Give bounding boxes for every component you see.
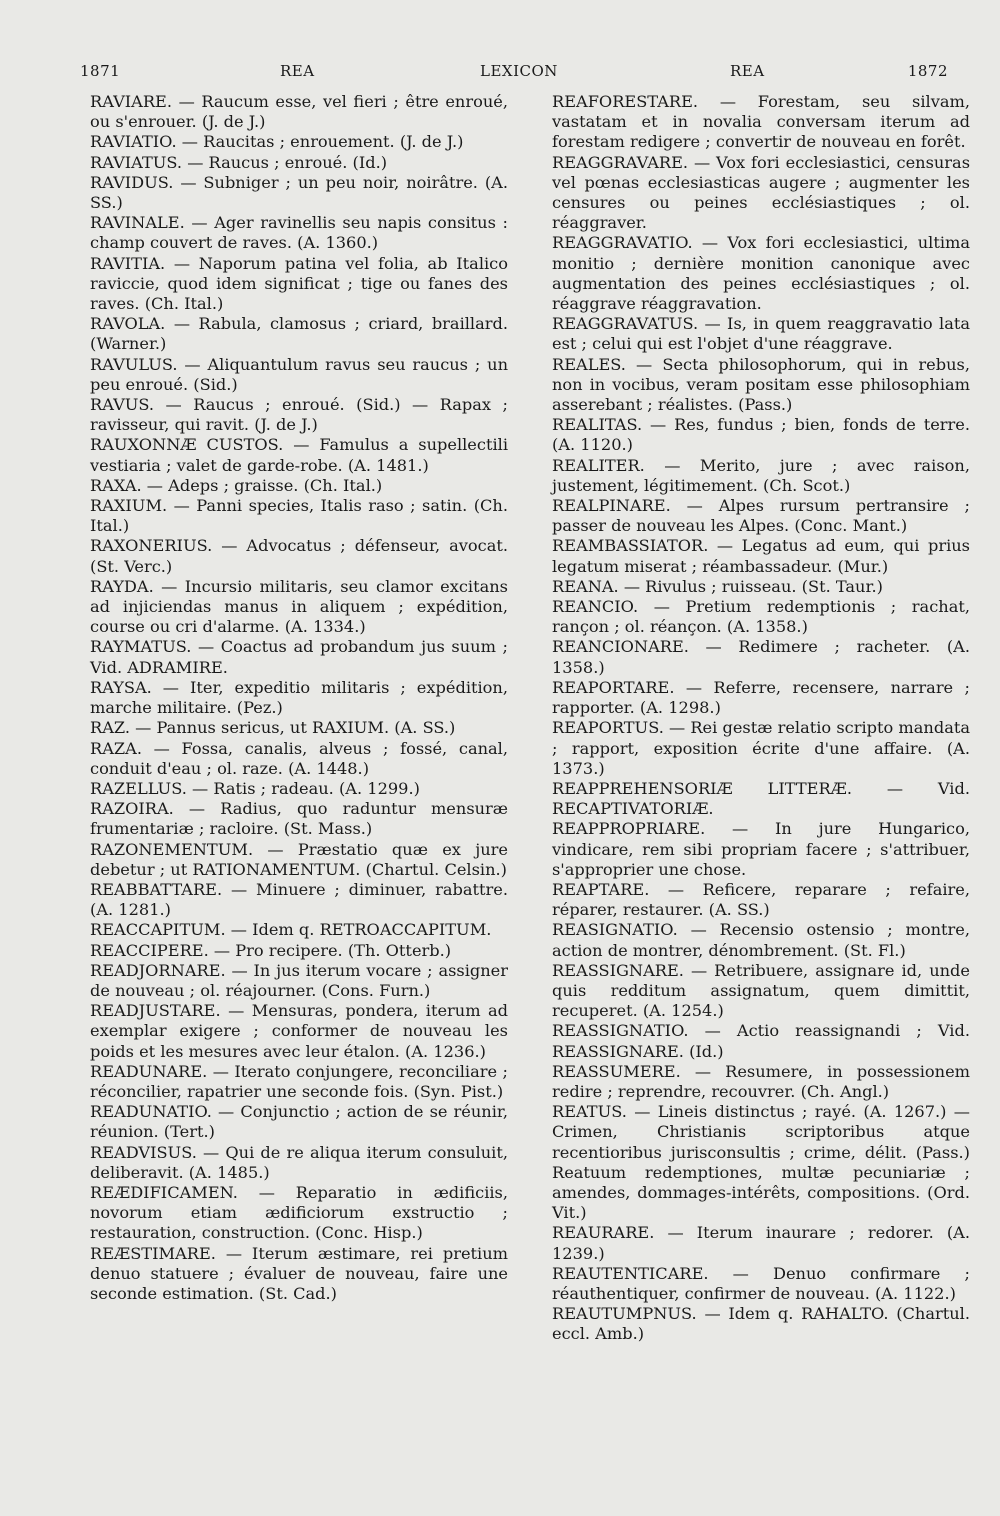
entry: RAYDA. — Incursio militaris, seu clamor excitans ad injiciendas manus in aliquem ; expédition, course ou cri d'alarme. (A. 1334.) [90,576,508,637]
right-running-title: REA [730,62,765,80]
entry: RAZ. — Pannus sericus, ut RAXIUM. (A. SS.) [90,718,456,738]
left-column [90,92,508,1304]
entry: REASSIGNARE. — Retribuere, assignare id, unde quis redditum assignatum, quem dimittit, recuperet. (A. 1254.) [552,960,970,1021]
entry: RAZOIRA. — Radius, quo raduntur mensuræ frumentariæ ; racloire. (St. Mass.) [90,799,508,839]
entry: REALITAS. — Res, fundus ; bien, fonds de terre. (A. 1120.) [552,415,970,455]
entry: RAXONERIUS. — Advocatus ; défenseur, avocat. (St. Verc.) [90,536,508,576]
entry: READVISUS. — Qui de re aliqua iterum consuluit, deliberavit. (A. 1485.) [90,1142,508,1182]
entry: RAVIATIO. — Raucitas ; enrouement. (J. de J.) [90,132,464,152]
entry: RAVIATUS. — Raucus ; enroué. (Id.) [90,152,388,172]
right-page-number: 1872 [907,62,948,80]
entry: RAVIDUS. — Subniger ; un peu noir, noirâtre. (A. SS.) [90,172,508,213]
entry: REAPORTUS. — Rei gestæ relatio scripto mandata ; rapport, exposition écrite d'une affaire. (A. 1373.) [552,718,970,778]
entry: RAUXONNÆ CUSTOS. — Famulus a supellectili vestiaria ; valet de garde-robe. (A. 1481.) [90,435,508,475]
entry: REASIGNATIO. — Recensio ostensio ; montre, action de montrer, dénombrement. (St. Fl.) [552,920,970,960]
entry: REATUS. — Lineis distinctus ; rayé. (A. 1267.) — Crimen, Christianis scriptoribus atque recentioribus jurisconsultis ; crime, délit. (Pass.) Reatuum redemptiones, multæ pecuniariæ ; amendes, dommages-intérêts, compositions. (Ord. Vit.) [552,1102,970,1223]
entry: REALES. — Secta philosophorum, qui in rebus, non in vocibus, veram positam esse philosophiam asserebant ; réalistes. (Pass.) [552,354,970,415]
entry: READJORNARE. — In jus iterum vocare ; assigner de nouveau ; ol. réajourner. (Cons. Furn.) [90,960,508,1000]
entry: REANA. — Rivulus ; ruisseau. (St. Taur.) [552,576,883,596]
entry: REALPINARE. — Alpes rursum pertransire ; passer de nouveau les Alpes. (Conc. Mant.) [552,496,970,536]
entry: REAPPROPRIARE. — In jure Hungarico, vindicare, rem sibi propriam facere ; s'attribuer, s'approprier une chose. [552,819,970,879]
entry: RAXIUM. — Panni species, Italis raso ; satin. (Ch. Ital.) [90,496,508,536]
text-columns [90,92,970,1492]
right-column [552,92,970,1345]
left-running-title: REA [280,62,315,80]
entry: RAVITIA. — Naporum patina vel folia, ab Italico raviccie, quod idem significat ; tige ou fanes des raves. (Ch. Ital.) [90,253,508,314]
entry: REALITER. — Merito, jure ; avec raison, justement, légitimement. (Ch. Scot.) [552,455,970,495]
running-header [80,62,948,82]
entry: RAYSA. — Iter, expeditio militaris ; expédition, marche militaire. (Pez.) [90,677,508,718]
entry: REAPPREHENSORIÆ LITTERÆ. — Vid. RECAPTIVATORIÆ. [552,778,970,819]
entry: READUNARE. — Iterato conjungere, reconciliare ; réconcilier, rapatrier une seconde fois. (Syn. Pist.) [90,1061,508,1101]
entry: REAURARE. — Iterum inaurare ; redorer. (A. 1239.) [552,1223,970,1263]
entry: REASSUMERE. — Resumere, in possessionem redire ; reprendre, recouvrer. (Ch. Angl.) [552,1061,970,1101]
entry: REASSIGNATIO. — Actio reassignandi ; Vid. REASSIGNARE. (Id.) [552,1021,970,1061]
entry: REÆDIFICAMEN. — Reparatio in ædificiis, novorum etiam ædificiorum exstructio ; restauration, construction. (Conc. Hisp.) [90,1182,508,1243]
entry: REAGGRAVARE. — Vox fori ecclesiastici, censuras vel pœnas ecclesiasticas augere ; augmenter les censures ou peines ecclésiastiques ; ol. réaggraver. [552,152,970,233]
entry: RAZELLUS. — Ratis ; radeau. (A. 1299.) [90,778,420,798]
entry: RAVULUS. — Aliquantulum ravus seu raucus ; un peu enroué. (Sid.) [90,354,508,394]
entry: REAPTARE. — Reficere, reparare ; refaire, réparer, restaurer. (A. SS.) [552,879,970,920]
entry: REAGGRAVATIO. — Vox fori ecclesiastici, ultima monitio ; dernière monition canonique avec augmentation des peines ecclésiastiques ; ol. réaggrave réaggravation. [552,233,970,314]
entry: RAVINALE. — Ager ravinellis seu napis consitus : champ couvert de raves. (A. 1360.) [90,213,508,253]
entry: READJUSTARE. — Mensuras, pondera, iterum ad exemplar exigere ; conformer de nouveau les poids et les mesures avec leur étalon. (A. 1236.) [90,1001,508,1061]
entry: RAXA. — Adeps ; graisse. (Ch. Ital.) [90,475,383,495]
entry: RAVUS. — Raucus ; enroué. (Sid.) — Rapax ; ravisseur, qui ravit. (J. de J.) [90,395,508,435]
entry: REAUTENTICARE. — Denuo confirmare ; réauthentiquer, confirmer de nouveau. (A. 1122.) [552,1263,970,1303]
left-page-number: 1871 [80,62,121,80]
entry: RAZONEMENTUM. — Præstatio quæ ex jure debetur ; ut RATIONAMENTUM. (Chartul. Celsin.) [90,839,508,879]
entry: REANCIO. — Pretium redemptionis ; rachat, rançon ; ol. réançon. (A. 1358.) [552,597,970,637]
entry: RAVOLA. — Rabula, clamosus ; criard, braillard. (Warner.) [90,314,508,354]
entry: REACCIPERE. — Pro recipere. (Th. Otterb.) [90,940,452,960]
entry: RAYMATUS. — Coactus ad probandum jus suum ; Vid. ADRAMIRE. [90,637,508,677]
entry: REANCIONARE. — Redimere ; racheter. (A. 1358.) [552,637,970,677]
center-title: LEXICON [480,62,558,80]
entry: READUNATIO. — Conjunctio ; action de se réunir, réunion. (Tert.) [90,1102,508,1142]
entry: REACCAPITUM. — Idem q. RETROACCAPITUM. [90,920,492,940]
entry: REAFORESTARE. — Forestam, seu silvam, vastatam et in novalia conversam iterum ad forestam redigere ; convertir de nouveau en forêt. [552,92,970,152]
entry: REAPORTARE. — Referre, recensere, narrare ; rapporter. (A. 1298.) [552,677,970,718]
entry: RAVIARE. — Raucum esse, vel fieri ; être enroué, ou s'enrouer. (J. de J.) [90,92,508,132]
entry: REAGGRAVATUS. — Is, in quem reaggravatio lata est ; celui qui est l'objet d'une réaggrave. [552,314,970,354]
entry: REAUTUMPNUS. — Idem q. RAHALTO. (Chartul. eccl. Amb.) [552,1304,970,1344]
entry: REABBATTARE. — Minuere ; diminuer, rabattre. (A. 1281.) [90,879,508,920]
entry: REAMBASSIATOR. — Legatus ad eum, qui prius legatum miserat ; réambassadeur. (Mur.) [552,536,970,576]
entry: RAZA. — Fossa, canalis, alveus ; fossé, canal, conduit d'eau ; ol. raze. (A. 1448.) [90,738,508,778]
entry: REÆSTIMARE. — Iterum æstimare, rei pretium denuo statuere ; évaluer de nouveau, faire une seconde estimation. (St. Cad.) [90,1243,508,1303]
